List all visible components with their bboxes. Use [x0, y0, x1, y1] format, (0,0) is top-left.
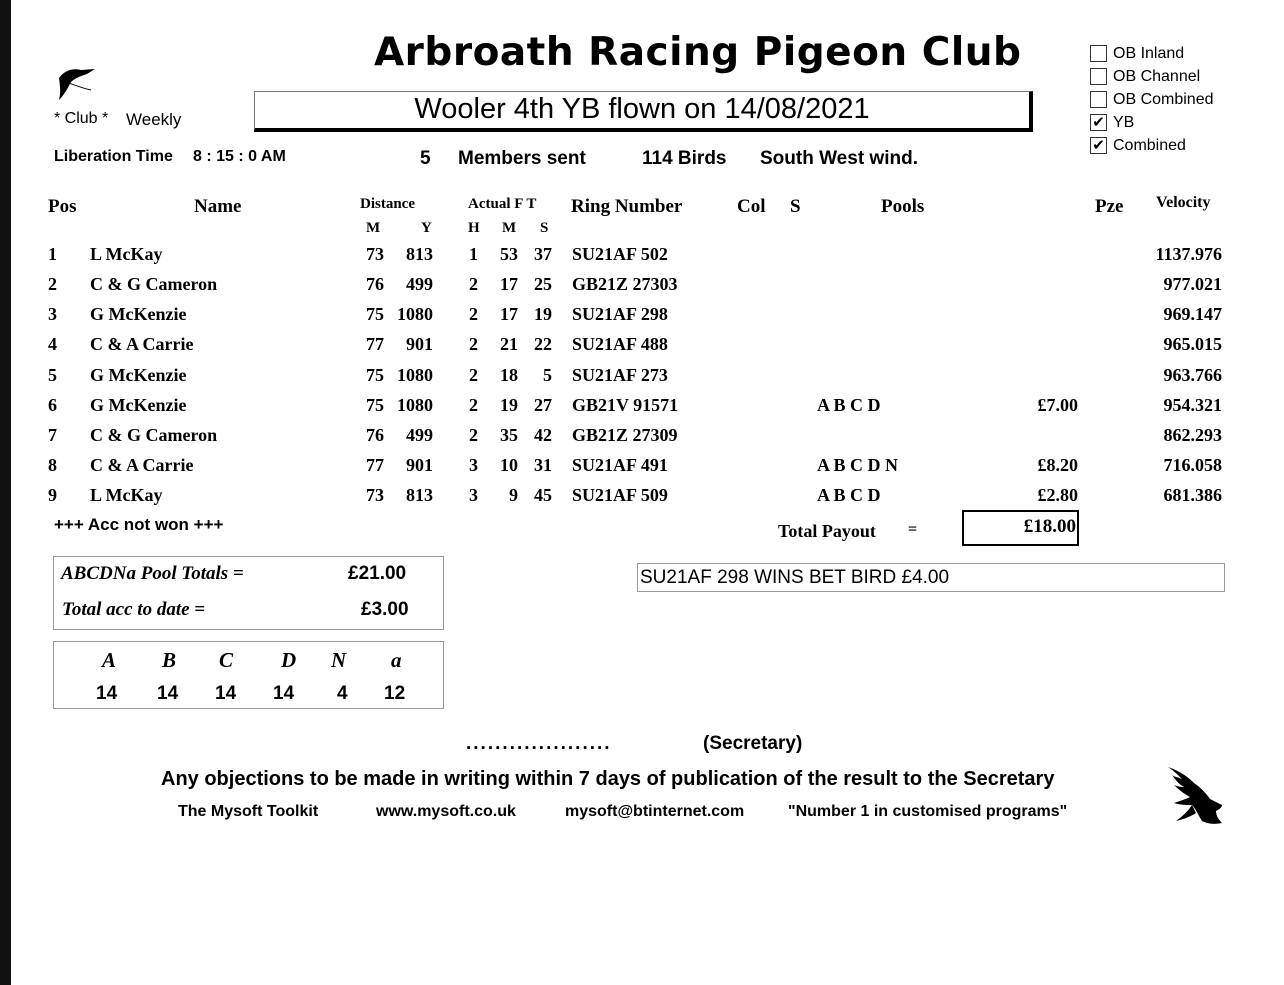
col-prize: Pze: [1095, 196, 1124, 217]
velocity: 965.015: [1163, 334, 1222, 354]
fancier-name: L McKay: [90, 244, 163, 264]
col-ring-number: Ring Number: [571, 196, 683, 217]
total-payout-label: Total Payout: [778, 521, 876, 541]
bet-note: SU21AF 298 WINS BET BIRD £4.00: [640, 567, 950, 588]
col-seconds: S: [540, 220, 549, 236]
option-label: YB: [1113, 113, 1135, 131]
pool-count-b: 14: [157, 683, 179, 704]
pool-counts-box: [53, 641, 444, 709]
miles: 76: [366, 274, 384, 294]
liberation-label: Liberation Time: [54, 148, 173, 165]
ring-number: GB21Z 27309: [572, 425, 678, 445]
pos: 2: [48, 274, 57, 294]
footer-slogan: "Number 1 in customised programs": [788, 803, 1068, 820]
pos: 8: [48, 455, 57, 475]
minutes: 19: [500, 395, 518, 415]
col-name: Name: [194, 196, 242, 217]
velocity: 862.293: [1163, 425, 1222, 445]
liberation-time: 8 : 15 : 0 AM: [193, 148, 286, 165]
velocity: 716.058: [1163, 455, 1222, 475]
pool-count-a: 14: [96, 683, 118, 704]
fancier-name: C & A Carrie: [90, 455, 194, 475]
pool-totals-label: ABCDNa Pool Totals =: [61, 563, 244, 584]
pos: 6: [48, 395, 57, 415]
hours: 2: [469, 304, 478, 324]
pos: 7: [48, 425, 57, 445]
option-ob-channel[interactable]: [1090, 65, 1214, 88]
table-row: [11, 244, 1284, 274]
minutes: 21: [500, 334, 518, 354]
hours: 3: [469, 485, 478, 505]
minutes: 10: [500, 455, 518, 475]
fancier-name: C & G Cameron: [90, 425, 218, 445]
pool-totals-value: £21.00: [348, 563, 407, 584]
race-type-options: [1090, 42, 1214, 157]
result-sheet: [11, 0, 1284, 985]
pool-letter-b: B: [162, 648, 177, 672]
yards: 901: [406, 455, 433, 475]
miles: 75: [366, 365, 384, 385]
footer-email[interactable]: mysoft@btinternet.com: [565, 803, 745, 820]
club-label: * Club *: [54, 110, 109, 127]
pool-count-d: 14: [273, 683, 295, 704]
minutes: 53: [500, 244, 518, 264]
hours: 3: [469, 455, 478, 475]
col-pos: Pos: [48, 196, 77, 217]
seconds: 31: [534, 455, 552, 475]
footer-website[interactable]: www.mysoft.co.uk: [376, 803, 516, 820]
col-sex: S: [790, 196, 801, 217]
seconds: 19: [534, 304, 552, 324]
pos: 3: [48, 304, 57, 324]
miles: 77: [366, 455, 384, 475]
ring-number: SU21AF 509: [572, 485, 668, 505]
minutes: 35: [500, 425, 518, 445]
total-payout-box: [962, 510, 1079, 546]
hours: 2: [469, 274, 478, 294]
pool-letter-n: N: [331, 648, 347, 672]
pool-letter-c: C: [219, 648, 234, 672]
hours: 2: [469, 365, 478, 385]
seconds: 5: [543, 365, 552, 385]
minutes: 18: [500, 365, 518, 385]
ring-number: SU21AF 298: [572, 304, 668, 324]
footer-toolkit: The Mysoft Toolkit: [178, 803, 319, 820]
table-row: [11, 455, 1284, 485]
race-subtitle-box: [254, 91, 1033, 132]
pos: 5: [48, 365, 57, 385]
secretary-dots: ....................: [466, 733, 612, 754]
velocity: 969.147: [1163, 304, 1222, 324]
pos: 1: [48, 244, 57, 264]
yards: 813: [406, 485, 433, 505]
miles: 73: [366, 244, 384, 264]
seconds: 27: [534, 395, 552, 415]
col-velocity: Velocity: [1156, 194, 1211, 211]
col-pools: Pools: [881, 196, 925, 217]
col-dist-miles: M: [366, 220, 381, 236]
hours: 2: [469, 334, 478, 354]
minutes: 17: [500, 274, 518, 294]
option-label: OB Channel: [1113, 67, 1201, 85]
pool-count-c: 14: [215, 683, 237, 704]
option-ob-inland[interactable]: [1090, 42, 1214, 65]
pool-letter-a-lower: a: [391, 648, 402, 672]
table-row: [11, 304, 1284, 334]
hours: 2: [469, 425, 478, 445]
table-row: [11, 395, 1284, 425]
seconds: 42: [534, 425, 552, 445]
yards: 1080: [397, 304, 433, 324]
pools: A B C D: [817, 485, 881, 505]
miles: 76: [366, 425, 384, 445]
col-actual-flying-time: Actual F T: [468, 196, 537, 212]
table-row: [11, 334, 1284, 364]
frequency-label: Weekly: [126, 110, 182, 129]
total-payout-value: £18.00: [1023, 516, 1076, 537]
ring-number: SU21AF 488: [572, 334, 668, 354]
seconds: 45: [534, 485, 552, 505]
col-minutes: M: [502, 220, 517, 236]
pool-count-a-lower: 12: [384, 683, 406, 704]
col-dist-yards: Y: [421, 220, 432, 236]
fancier-name: L McKay: [90, 485, 163, 505]
members-count: 5: [420, 148, 431, 169]
yards: 901: [406, 334, 433, 354]
objections-notice: Any objections to be made in writing within 7 days of publication of the result to the Secretary: [161, 768, 1055, 790]
option-ob-combined[interactable]: [1090, 88, 1214, 111]
yards: 1080: [397, 395, 433, 415]
ring-number: SU21AF 273: [572, 365, 668, 385]
table-row: [11, 365, 1284, 395]
velocity: 963.766: [1163, 365, 1222, 385]
miles: 75: [366, 395, 384, 415]
prize: £7.00: [1037, 395, 1078, 415]
pool-letter-a: A: [102, 648, 117, 672]
miles: 77: [366, 334, 384, 354]
option-yb[interactable]: [1090, 111, 1214, 134]
hours: 1: [469, 244, 478, 264]
col-distance: Distance: [360, 196, 415, 212]
checkbox[interactable]: [1090, 91, 1107, 108]
pool-letter-d: D: [281, 648, 297, 672]
miles: 73: [366, 485, 384, 505]
checkbox[interactable]: [1090, 68, 1107, 85]
yards: 813: [406, 244, 433, 264]
option-label: OB Inland: [1113, 44, 1185, 62]
secretary-label: (Secretary): [703, 733, 803, 754]
total-acc-value: £3.00: [361, 599, 409, 620]
race-subtitle: Wooler 4th YB flown on 14/08/2021: [414, 93, 870, 125]
pos: 9: [48, 485, 57, 505]
pool-count-n: 4: [337, 683, 348, 704]
seconds: 25: [534, 274, 552, 294]
ring-number: SU21AF 491: [572, 455, 668, 475]
ring-number: GB21V 91571: [572, 395, 679, 415]
pool-totals-box: [53, 556, 444, 630]
checkbox-checked[interactable]: ✔: [1090, 114, 1107, 131]
option-label: Combined: [1113, 136, 1186, 154]
seconds: 37: [534, 244, 552, 264]
ring-number: SU21AF 502: [572, 244, 668, 264]
minutes: 17: [500, 304, 518, 324]
checkbox[interactable]: [1090, 45, 1107, 62]
club-logo-icon: [51, 60, 101, 104]
option-combined[interactable]: [1090, 134, 1214, 157]
prize: £2.80: [1037, 485, 1078, 505]
fancier-name: C & A Carrie: [90, 334, 194, 354]
table-row: [11, 485, 1284, 515]
birds-count: 114 Birds: [642, 148, 727, 169]
minutes: 9: [509, 485, 518, 505]
yards: 1080: [397, 365, 433, 385]
fancier-name: G McKenzie: [90, 304, 187, 324]
fancier-name: G McKenzie: [90, 395, 187, 415]
checkbox-checked[interactable]: ✔: [1090, 137, 1107, 154]
table-row: [11, 274, 1284, 304]
pigeon-icon: [1166, 765, 1224, 827]
bet-note-box: [637, 563, 1225, 592]
wind-direction: South West wind.: [760, 148, 918, 169]
table-row: [11, 425, 1284, 455]
page-title: Arbroath Racing Pigeon Club: [374, 30, 1022, 75]
hours: 2: [469, 395, 478, 415]
pos: 4: [48, 334, 57, 354]
seconds: 22: [534, 334, 552, 354]
prize: £8.20: [1037, 455, 1078, 475]
fancier-name: G McKenzie: [90, 365, 187, 385]
velocity: 977.021: [1163, 274, 1222, 294]
fancier-name: C & G Cameron: [90, 274, 218, 294]
yards: 499: [406, 425, 433, 445]
col-colour: Col: [737, 196, 766, 217]
acc-not-won: +++ Acc not won +++: [54, 515, 224, 534]
total-payout-equals: =: [908, 521, 918, 538]
yards: 499: [406, 274, 433, 294]
pools: A B C D N: [817, 455, 899, 475]
miles: 75: [366, 304, 384, 324]
velocity: 681.386: [1163, 485, 1222, 505]
option-label: OB Combined: [1113, 90, 1214, 108]
members-label: Members sent: [458, 148, 586, 169]
velocity: 954.321: [1163, 395, 1222, 415]
col-hours: H: [468, 220, 480, 236]
pools: A B C D: [817, 395, 881, 415]
velocity: 1137.976: [1155, 244, 1222, 264]
ring-number: GB21Z 27303: [572, 274, 678, 294]
total-acc-label: Total acc to date =: [62, 599, 206, 620]
